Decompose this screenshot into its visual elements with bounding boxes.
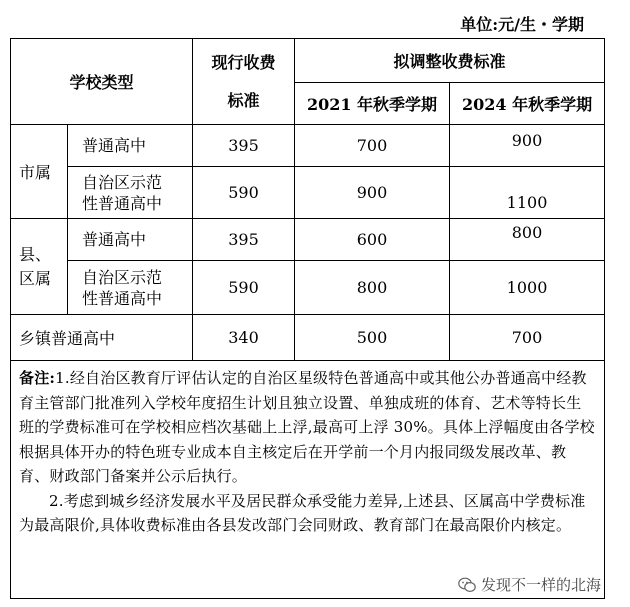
wechat-icon — [458, 577, 476, 593]
note-2 — [19, 489, 596, 538]
fall-2024-cell: 1000 — [450, 261, 605, 315]
fall-2024-cell: 900 — [450, 125, 605, 167]
category-city: 市属 — [11, 125, 68, 219]
watermark-text: 发现不一样的北海 — [481, 576, 602, 594]
fall-2021-cell: 800 — [295, 261, 450, 315]
header-fall-2021: 2021 年秋季学期 — [295, 83, 450, 125]
notes-cell — [11, 361, 605, 599]
unit-label: 单位:元/生・学期 — [460, 15, 584, 34]
current-fee-cell: 395 — [193, 219, 295, 261]
school-subtype: 普通高中 — [68, 125, 193, 167]
fall-2024-cell: 800 — [450, 219, 605, 261]
school-subtype-line1: 自治区示范 — [82, 267, 163, 287]
fall-2021-cell: 700 — [295, 125, 450, 167]
table-row — [11, 125, 605, 167]
header-row-1 — [11, 39, 605, 83]
fee-table — [10, 38, 605, 599]
table-row — [11, 261, 605, 315]
header-school-type: 学校类型 — [11, 39, 193, 125]
header-fall-2024: 2024 年秋季学期 — [450, 83, 605, 125]
header-proposed: 拟调整收费标准 — [295, 39, 605, 83]
school-subtype-line2: 性普通高中 — [82, 193, 163, 213]
header-current-fee-line1: 现行收费 — [211, 52, 276, 72]
fall-2021-cell: 900 — [295, 167, 450, 219]
category-township: 乡镇普通高中 — [11, 315, 193, 361]
school-subtype — [68, 167, 193, 219]
fall-2024-cell: 700 — [450, 315, 605, 361]
current-fee-cell: 590 — [193, 261, 295, 315]
header-current-fee — [193, 39, 295, 125]
current-fee-cell: 395 — [193, 125, 295, 167]
watermark — [458, 574, 601, 595]
fall-2021-cell: 600 — [295, 219, 450, 261]
category-county — [11, 219, 68, 315]
note-1-text: 1.经自治区教育厅评估认定的自治区星级特色普通高中或其他公办普通高中经教育主管部门批准列入学校年度招生计划且独立设置、单独成班的体育、艺术等特长生班的学费标准可在学校相应档次基础上上浮,最高可上浮 30%。具体上浮幅度由各学校根据具体开办的特色班专业成本自主核定后在开学前一个月内报同级发展改革、教育、财政部门备案并公示后执行。 — [19, 369, 595, 485]
school-subtype-line2: 性普通高中 — [82, 288, 163, 308]
table-row — [11, 167, 605, 219]
note-1 — [19, 366, 596, 489]
notes-label: 备注: — [19, 369, 56, 387]
school-subtype-line1: 自治区示范 — [82, 172, 163, 192]
current-fee-cell: 340 — [193, 315, 295, 361]
current-fee-cell: 590 — [193, 167, 295, 219]
school-subtype: 普通高中 — [68, 219, 193, 261]
category-county-line2: 区属 — [19, 268, 52, 288]
note-2-text: 2.考虑到城乡经济发展水平及居民群众承受能力差异,上述县、区属高中学费标准为最高限价,具体收费标准由各县发改部门会同财政、教育部门在最高限价内核定。 — [19, 491, 586, 534]
notes-row — [11, 361, 605, 599]
header-current-fee-line2: 标准 — [227, 90, 260, 110]
school-subtype — [68, 261, 193, 315]
table-row — [11, 219, 605, 261]
fall-2021-cell: 500 — [295, 315, 450, 361]
category-county-line1: 县、 — [19, 244, 52, 264]
table-row — [11, 315, 605, 361]
fall-2024-cell: 1100 — [450, 167, 605, 219]
